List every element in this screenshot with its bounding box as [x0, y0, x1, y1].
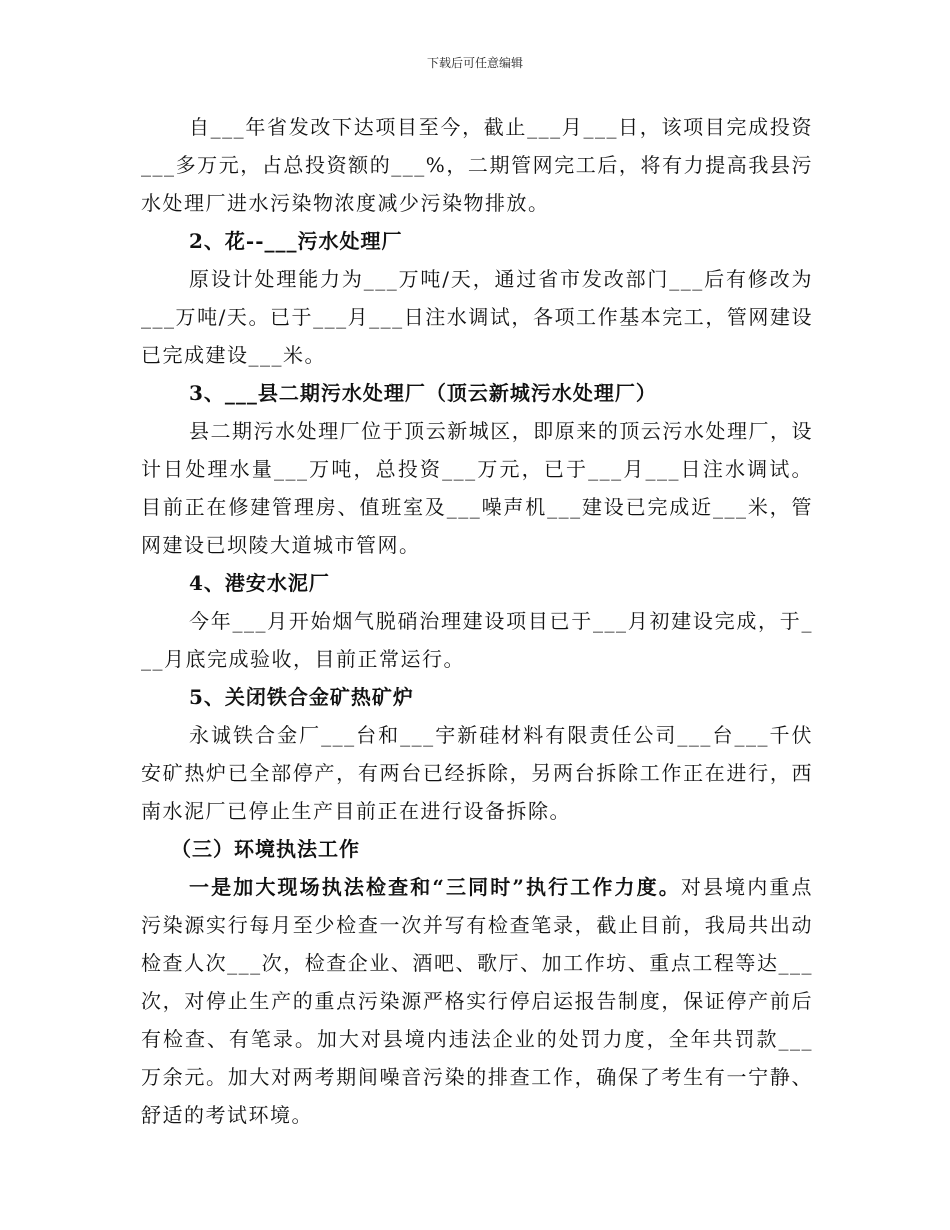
- paragraph-hua-sewage-plant: 原设计处理能力为___万吨/天，通过省市发改部门___后有修改为___万吨/天。已于___月___日注水调试，各项工作基本完工，管网建设已完成建设___米。: [141, 267, 813, 367]
- paragraph-lead-bold: 一是加大现场执法检查和“三同时”执行工作力度。: [189, 875, 681, 899]
- paragraph-close-furnace: 永诚铁合金厂___台和___宇新硅材料有限责任公司___台___千伏安矿热炉已全部停产，有两台已经拆除，另两台拆除工作正在进行，西南水泥厂已停止生产目前正在进行设备拆除。: [141, 723, 813, 823]
- heading-gangan-cement: 4、港安水泥厂: [189, 571, 330, 595]
- paragraph-enforcement: [141, 868, 813, 1134]
- document-body: [141, 108, 813, 1134]
- heading-enforcement: （三）环境执法工作: [171, 837, 360, 861]
- paragraph-phase2-sewage-plant: 县二期污水处理厂位于顶云新城区，即原来的顶云污水处理厂，设计日处理水量___万吨，总投资___万元，已于___月___日注水调试。目前正在修建管理房、值班室及___噪声机___建设已完成近___米，管网建设已坝陵大道城市管网。: [141, 419, 813, 557]
- paragraph-gangan-cement: 今年___月开始烟气脱硝治理建设项目已于___月初建设完成，于___月底完成验收，目前正常运行。: [141, 609, 813, 671]
- paragraph-enforcement-text: 对县境内重点污染源实行每月至少检查一次并写有检查笔录，截止目前，我局共出动检查人次___次，检查企业、酒吧、歌厅、加工作坊、重点工程等达___次，对停止生产的重点污染源严格实行停启运报告制度，保证停产前后有检查、有笔录。加大对县境内违法企业的处罚力度，全年共罚款___万余元。加大对两考期间噪音污染的排查工作，确保了考生有一宁静、舒适的考试环境。: [141, 875, 813, 1127]
- heading-hua-sewage-plant: 2、花--___污水处理厂: [189, 229, 403, 253]
- heading-phase2-sewage-plant: 3、___县二期污水处理厂（顶云新城污水处理厂）: [189, 381, 657, 405]
- heading-close-furnace: 5、关闭铁合金矿热矿炉: [189, 685, 414, 709]
- paragraph-project-progress: 自___年省发改下达项目至今，截止___月___日，该项目完成投资___多万元，占总投资额的___%，二期管网完工后，将有力提高我县污水处理厂进水污染物浓度减少污染物排放。: [141, 115, 813, 215]
- page-header: 下载后可任意编辑: [426, 56, 523, 70]
